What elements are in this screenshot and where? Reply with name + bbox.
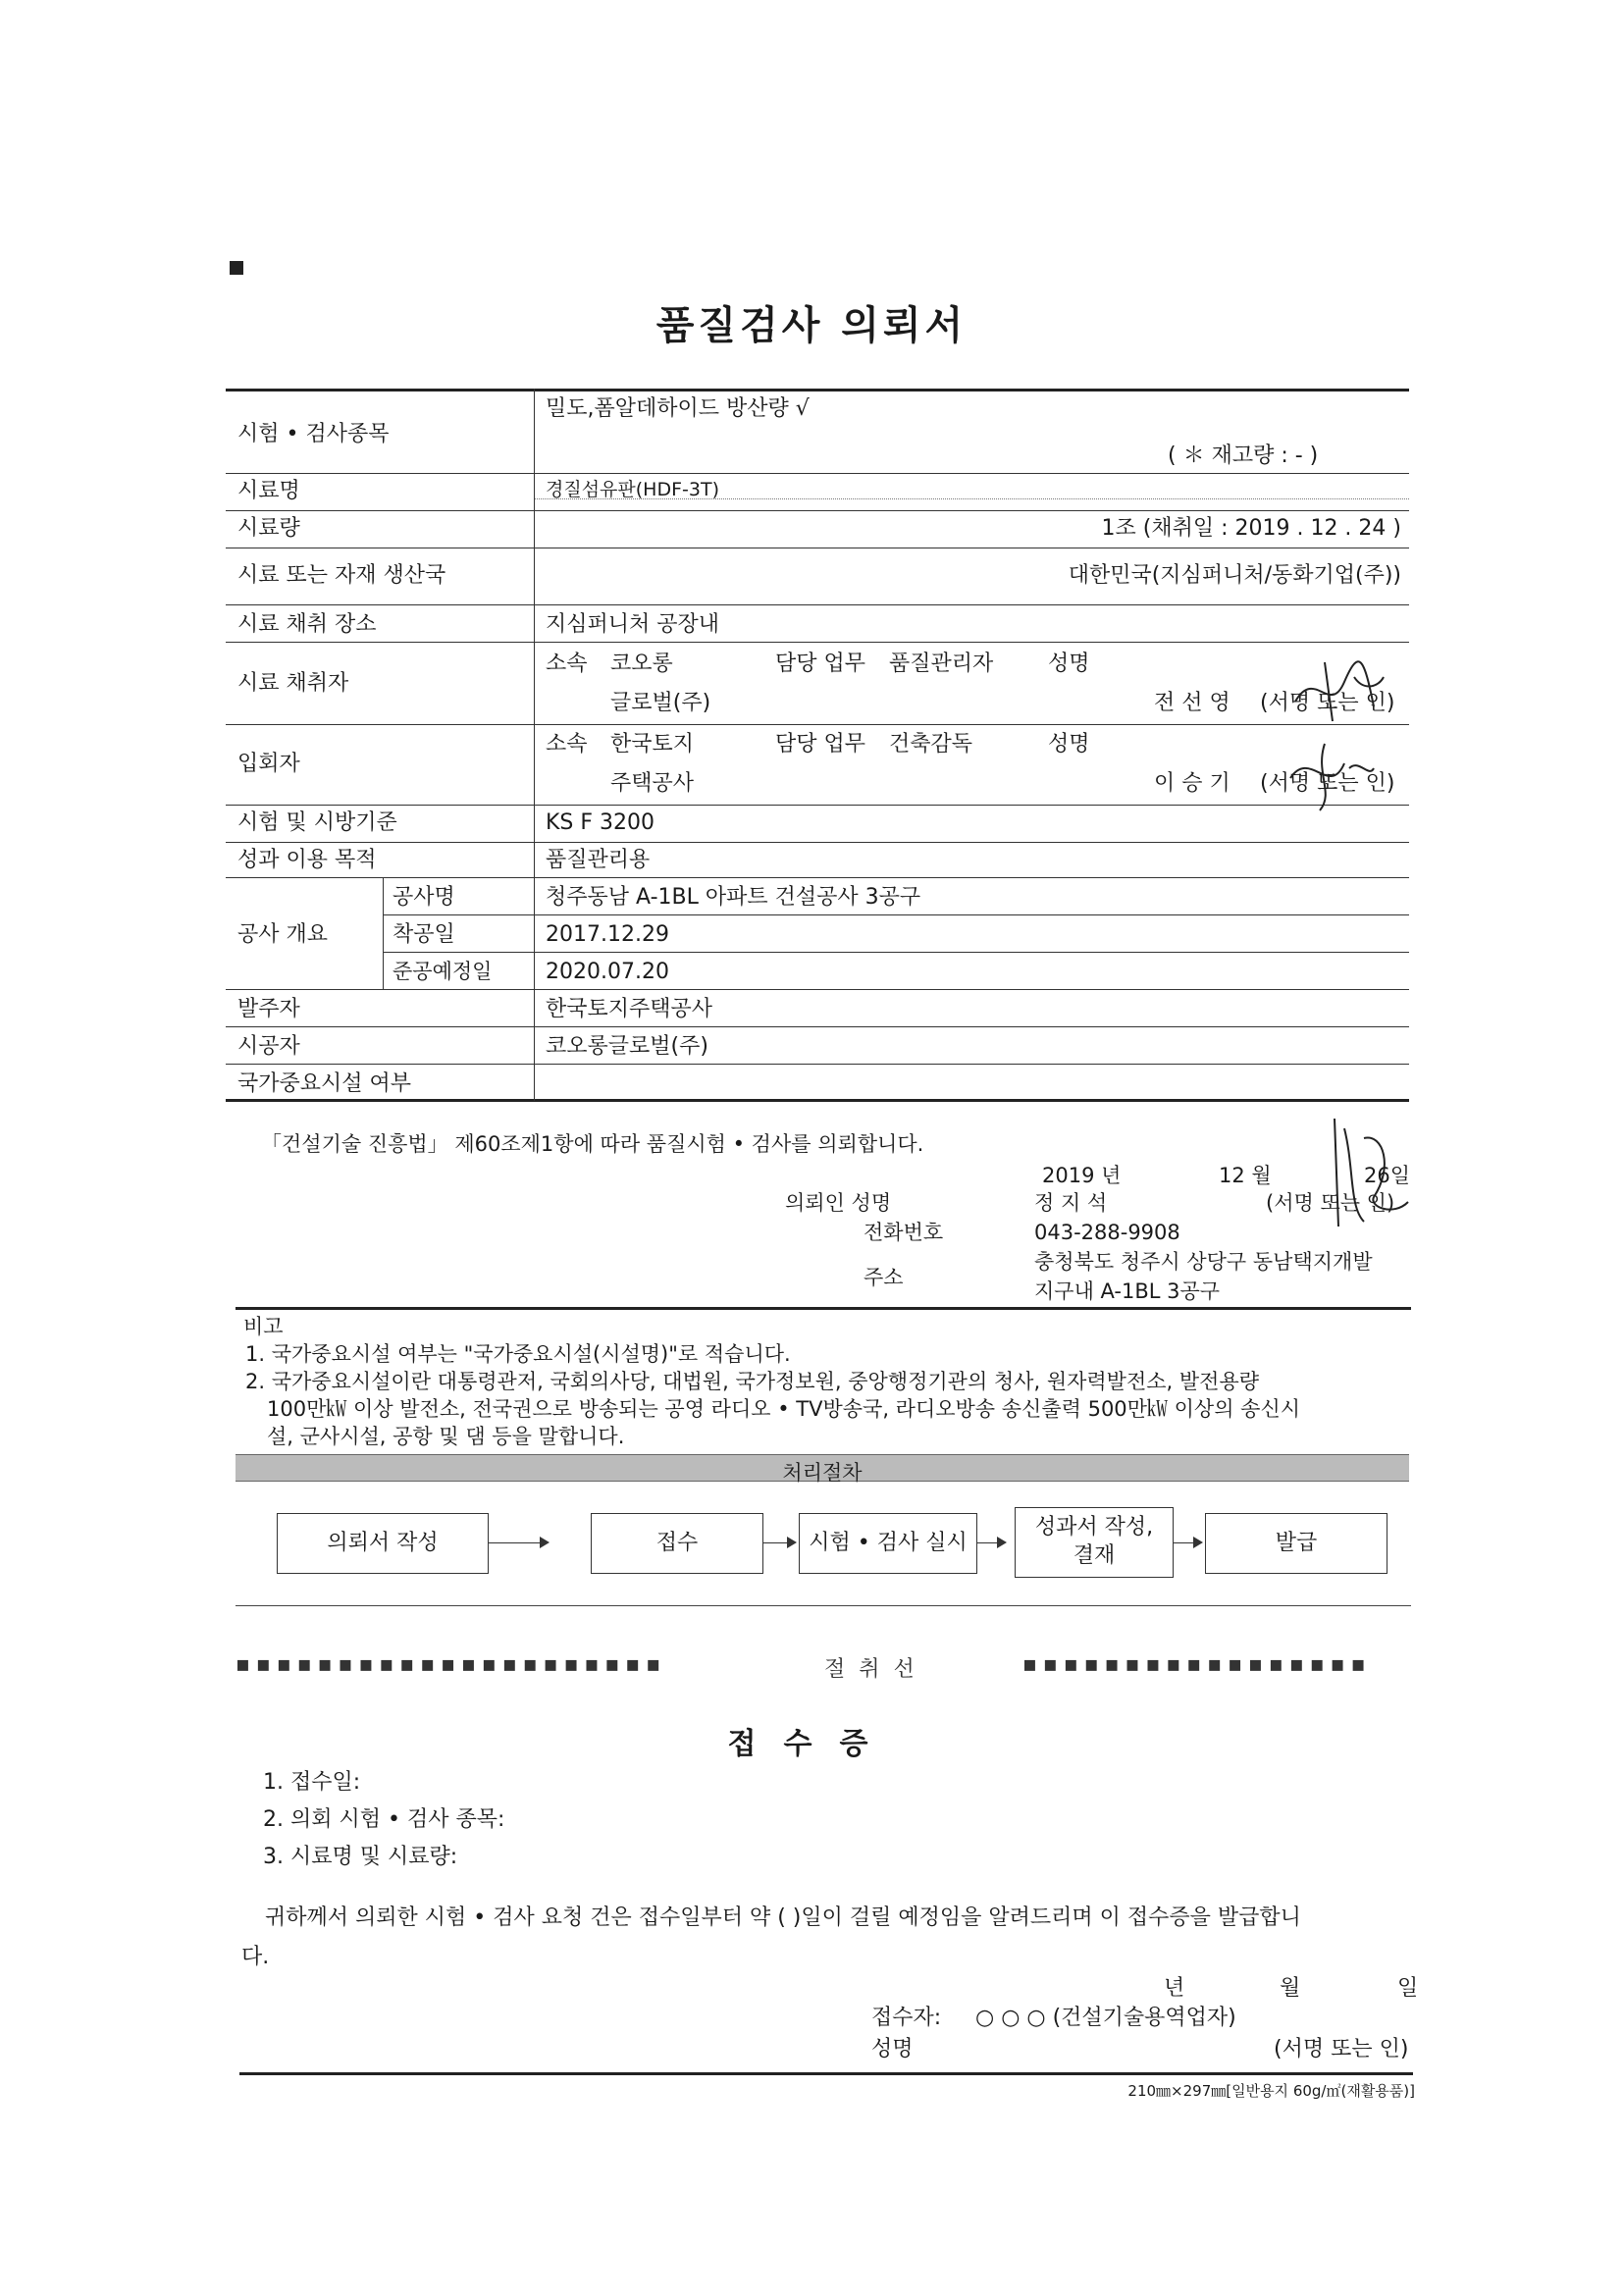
project-end-label: 준공예정일	[393, 960, 493, 983]
request-day: 26일	[1364, 1164, 1411, 1187]
contractor-label: 시공자	[237, 1034, 300, 1059]
receipt-item-1: 1. 접수일:	[263, 1770, 361, 1795]
witness-affiliation-line2: 주택공사	[610, 771, 695, 796]
process-step-testing: 시험 • 검사 실시	[799, 1513, 977, 1574]
process-heading-band	[236, 1454, 1409, 1485]
receipt-body-line-1: 귀하께서 의뢰한 시험 • 검사 요청 건은 접수일부터 약 ( )일이 걸릴 예정임을 알려드리며 이 접수증을 발급합니	[265, 1905, 1301, 1930]
purpose-value: 품질관리용	[546, 848, 651, 872]
process-step-report-line1: 성과서 작성,	[1034, 1515, 1154, 1540]
address-line1: 충청북도 청주시 상당구 동남택지개발	[1034, 1250, 1373, 1274]
collector-label: 시료 채취자	[237, 671, 349, 696]
process-step-receipt: 접수	[591, 1513, 763, 1574]
project-start-label: 착공일	[393, 922, 455, 947]
remarks-line-3: 100만㎾ 이상 발전소, 전국권으로 방송되는 공영 라디오 • TV방송국, 라디오방송 송신출력 500만㎾ 이상의 송신시	[267, 1397, 1301, 1421]
arrow-right-icon	[997, 1537, 1007, 1548]
important-facility-label: 국가중요시설 여부	[237, 1071, 412, 1096]
arrow-right-icon	[787, 1537, 797, 1548]
collection-place-value: 지심퍼니처 공장내	[546, 612, 720, 637]
collector-name-value: 전 선 영	[1154, 691, 1230, 715]
receipt-item-2: 2. 의회 시험 • 검사 종목:	[263, 1807, 505, 1832]
collection-place-label: 시료 채취 장소	[237, 612, 377, 637]
test-items-value: 밀도,폼알데하이드 방산량 √	[546, 396, 810, 421]
test-standard-label: 시험 및 시방기준	[237, 810, 397, 835]
collector-signature-scribble	[1285, 648, 1393, 726]
witness-signature-scribble	[1276, 734, 1384, 812]
collector-affiliation-label: 소속	[546, 652, 588, 676]
project-start-value: 2017.12.29	[546, 922, 669, 947]
sample-quantity-label: 시료량	[237, 516, 300, 541]
process-step-issue: 발급	[1205, 1513, 1387, 1574]
remarks-heading: 비고	[243, 1315, 284, 1338]
collector-duty-label: 담당 업무	[775, 652, 866, 676]
cut-dots-right: ▪▪▪▪▪▪▪▪▪▪▪▪▪▪▪▪▪	[1022, 1652, 1372, 1677]
receipt-date-day: 일	[1397, 1976, 1419, 2001]
contractor-value: 코오롱글로벌(주)	[546, 1034, 708, 1059]
request-divider	[236, 1307, 1411, 1310]
receipt-date-year: 년	[1164, 1976, 1185, 2001]
witness-affiliation-line1: 한국토지	[610, 732, 695, 757]
collector-affiliation-line2: 글로벌(주)	[610, 691, 711, 715]
receiver-signature-label: (서명 또는 인)	[1274, 2037, 1409, 2061]
collector-signature-label: (서명 또는 인)	[1260, 691, 1395, 715]
cut-dots-left: ▪▪▪▪▪▪▪▪▪▪▪▪▪▪▪▪▪▪▪▪▪	[236, 1652, 667, 1677]
project-end-value: 2020.07.20	[546, 960, 669, 984]
collector-name-label: 성명	[1048, 652, 1090, 676]
receiver-value: ○ ○ ○ (건설기술용역업자)	[975, 2006, 1236, 2030]
receipt-bottom-divider	[239, 2072, 1413, 2075]
remarks-line-4: 설, 군사시설, 공항 및 댐 등을 말합니다.	[267, 1425, 625, 1448]
witness-duty-label: 담당 업무	[775, 732, 866, 757]
collector-affiliation-line1: 코오롱	[610, 652, 673, 676]
witness-affiliation-label: 소속	[546, 732, 588, 757]
receiver-label: 접수자:	[871, 2006, 942, 2030]
request-year: 2019 년	[1042, 1164, 1122, 1187]
receiver-name-label: 성명	[871, 2037, 914, 2061]
paper-spec-footer: 210㎜×297㎜[일반용지 60g/㎡(재활용품)]	[1127, 2082, 1415, 2100]
arrow-right-icon	[540, 1537, 550, 1548]
test-standard-value: KS F 3200	[546, 810, 655, 835]
receipt-item-3: 3. 시료명 및 시료량:	[263, 1845, 458, 1869]
receipt-body-line-2: 다.	[241, 1945, 270, 1969]
process-bottom-divider	[236, 1605, 1411, 1606]
witness-name-label: 성명	[1048, 732, 1090, 757]
document-title: 품질검사 의뢰서	[655, 303, 968, 348]
sample-quantity-value: 1조 (채취일 : 2019 . 12 . 24 )	[1101, 516, 1401, 541]
requester-name-value: 정 지 석	[1034, 1191, 1108, 1215]
process-arrow-1	[489, 1542, 540, 1543]
witness-duty-value: 건축감독	[889, 732, 973, 757]
process-heading: 처리절차	[782, 1461, 863, 1485]
purpose-label: 성과 이용 목적	[237, 848, 377, 872]
witness-name-value: 이 승 기	[1154, 771, 1230, 796]
origin-country-label: 시료 또는 자재 생산국	[237, 563, 446, 588]
request-form-table	[226, 389, 1409, 1101]
sample-name-label: 시료명	[237, 479, 300, 503]
receipt-title: 접수증	[727, 1727, 896, 1761]
remarks-line-1: 1. 국가중요시설 여부는 "국가중요시설(시설명)"로 적습니다.	[245, 1342, 791, 1366]
process-step-report	[1015, 1507, 1174, 1578]
square-bullet-icon	[230, 261, 243, 275]
request-month: 12 월	[1219, 1164, 1272, 1187]
request-statement: 「건설기술 진흥법」 제60조제1항에 따라 품질시험 • 검사를 의뢰합니다.	[261, 1132, 924, 1156]
project-name-value: 청주동남 A-1BL 아파트 건설공사 3공구	[546, 885, 921, 910]
address-line2: 지구내 A-1BL 3공구	[1034, 1279, 1221, 1303]
arrow-right-icon	[1193, 1537, 1203, 1548]
requester-name-label: 의뢰인 성명	[785, 1191, 892, 1215]
cut-line-label: 절취선	[824, 1657, 928, 1682]
address-label: 주소	[864, 1266, 904, 1289]
stock-quantity-note: ( ＊ 재고량 : - )	[1168, 444, 1319, 468]
test-items-label: 시험 • 검사종목	[237, 422, 390, 446]
process-step-request: 의뢰서 작성	[277, 1513, 489, 1574]
process-arrow-4	[1174, 1542, 1193, 1543]
project-overview-label: 공사 개요	[237, 922, 329, 947]
requester-signature-label: (서명 또는 인)	[1266, 1191, 1395, 1215]
sample-name-value: 경질섬유판(HDF-3T)	[546, 479, 719, 500]
phone-value: 043-288-9908	[1034, 1221, 1180, 1244]
phone-label: 전화번호	[864, 1221, 944, 1244]
witness-label: 입회자	[237, 752, 300, 776]
process-step-report-line2: 결재	[1073, 1543, 1116, 1568]
remarks-line-2: 2. 국가중요시설이란 대통령관저, 국회의사당, 대법원, 국가정보원, 중앙행정기관의 청사, 원자력발전소, 발전용량	[245, 1370, 1260, 1393]
collector-duty-value: 품질관리자	[889, 652, 994, 676]
client-value: 한국토지주택공사	[546, 997, 713, 1021]
receipt-date-month: 월	[1280, 1976, 1301, 2001]
project-name-label: 공사명	[393, 885, 455, 910]
witness-signature-label: (서명 또는 인)	[1260, 771, 1395, 796]
origin-country-value: 대한민국(지심퍼니처/동화기업(주))	[1068, 563, 1401, 588]
client-label: 발주자	[237, 997, 300, 1021]
process-arrow-2	[763, 1542, 787, 1543]
process-arrow-3	[977, 1542, 997, 1543]
